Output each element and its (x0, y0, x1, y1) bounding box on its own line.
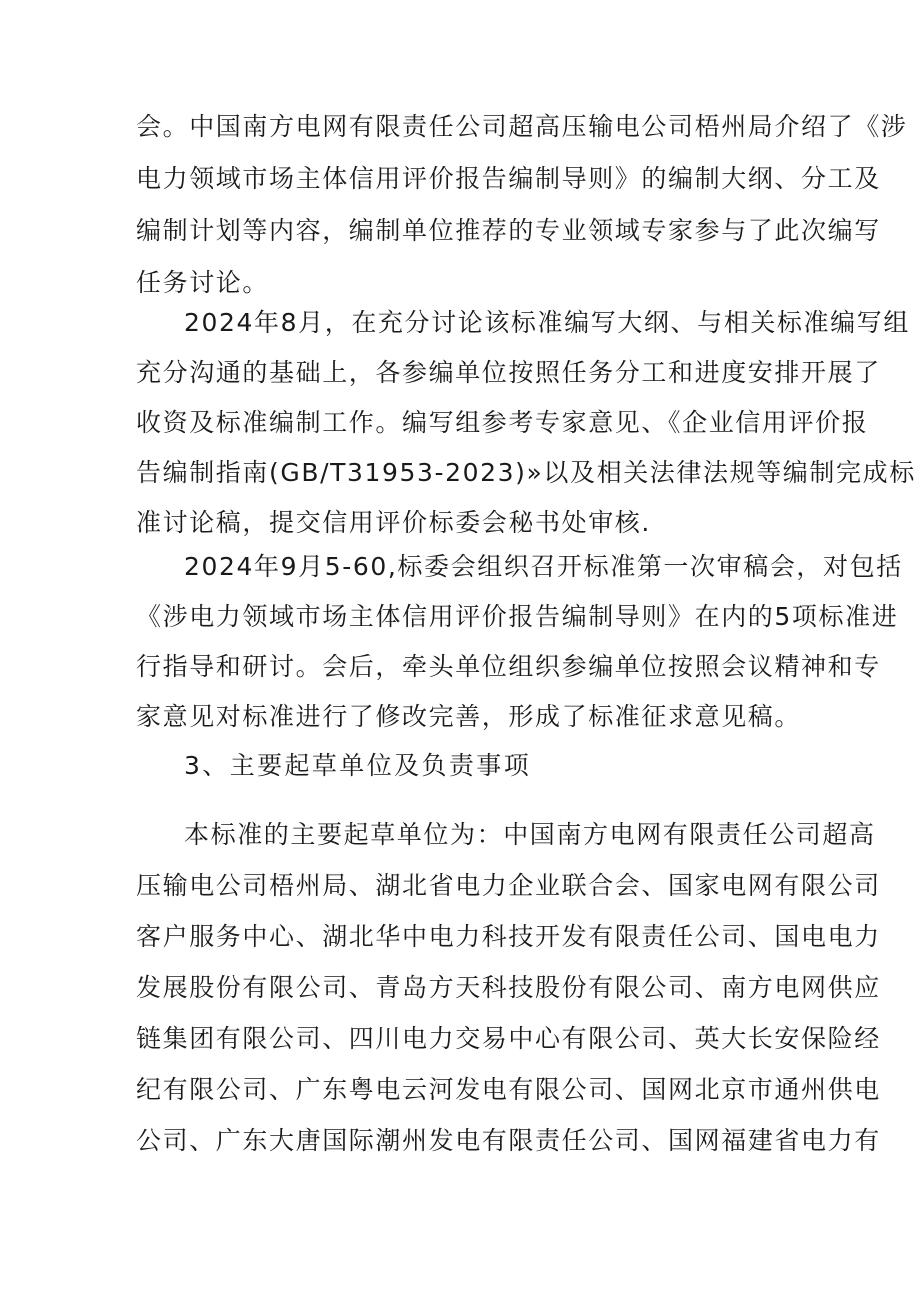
paragraph-line: 客户服务中心、湖北华中电力科技开发有限责任公司、国电电力 (136, 922, 881, 951)
paragraph-line: 2024年8月，在充分讨论该标准编写大纲、与相关标准编写组 (184, 308, 910, 337)
paragraph-line: 家意见对标准进行了修改完善，形成了标准征求意见稿。 (136, 702, 802, 731)
paragraph-line: 电力领域市场主体信用评价报告编制导则》的编制大纲、分工及 (136, 164, 881, 193)
paragraph-line: 告编制指南(GB/T31953-2023)»以及相关法律法规等编制完成标 (136, 458, 916, 487)
paragraph-line: 行指导和研讨。会后，牵头单位组织参编单位按照会议精神和专 (136, 652, 881, 681)
section-heading: 3、主要起草单位及负责事项 (184, 751, 532, 780)
paragraph-line: 公司、广东大唐国际潮州发电有限责任公司、国网福建省电力有 (136, 1126, 881, 1155)
paragraph-line: 准讨论稿，提交信用评价标委会秘书处审核. (136, 508, 651, 537)
paragraph-line: 2024年9月5-60,标委会组织召开标准第一次审稿会，对包括 (184, 552, 903, 581)
paragraph-line: 任务讨论。 (136, 268, 270, 297)
paragraph-line: 纪有限公司、广东粤电云河发电有限公司、国网北京市通州供电 (136, 1075, 881, 1104)
paragraph-line: 发展股份有限公司、青岛方天科技股份有限公司、南方电网供应 (136, 973, 881, 1002)
paragraph-line: 收资及标准编制工作。编写组参考专家意见、《企业信用评价报 (136, 408, 869, 437)
paragraph-line: 本标准的主要起草单位为：中国南方电网有限责任公司超高 (184, 820, 876, 849)
paragraph-line: 链集团有限公司、四川电力交易中心有限公司、英大长安保险经 (136, 1024, 881, 1053)
paragraph-line: 充分沟通的基础上，各参编单位按照任务分工和进度安排开展了 (136, 358, 881, 387)
paragraph-line: 压输电公司梧州局、湖北省电力企业联合会、国家电网有限公司 (136, 871, 881, 900)
paragraph-line: 编制计划等内容，编制单位推荐的专业领域专家参与了此次编写 (136, 216, 881, 245)
paragraph-line: 会。中国南方电网有限责任公司超高压输电公司梧州局介绍了《涉 (136, 112, 908, 141)
paragraph-line: 《涉电力领域市场主体信用评价报告编制导则》在内的5项标准进 (136, 602, 899, 631)
